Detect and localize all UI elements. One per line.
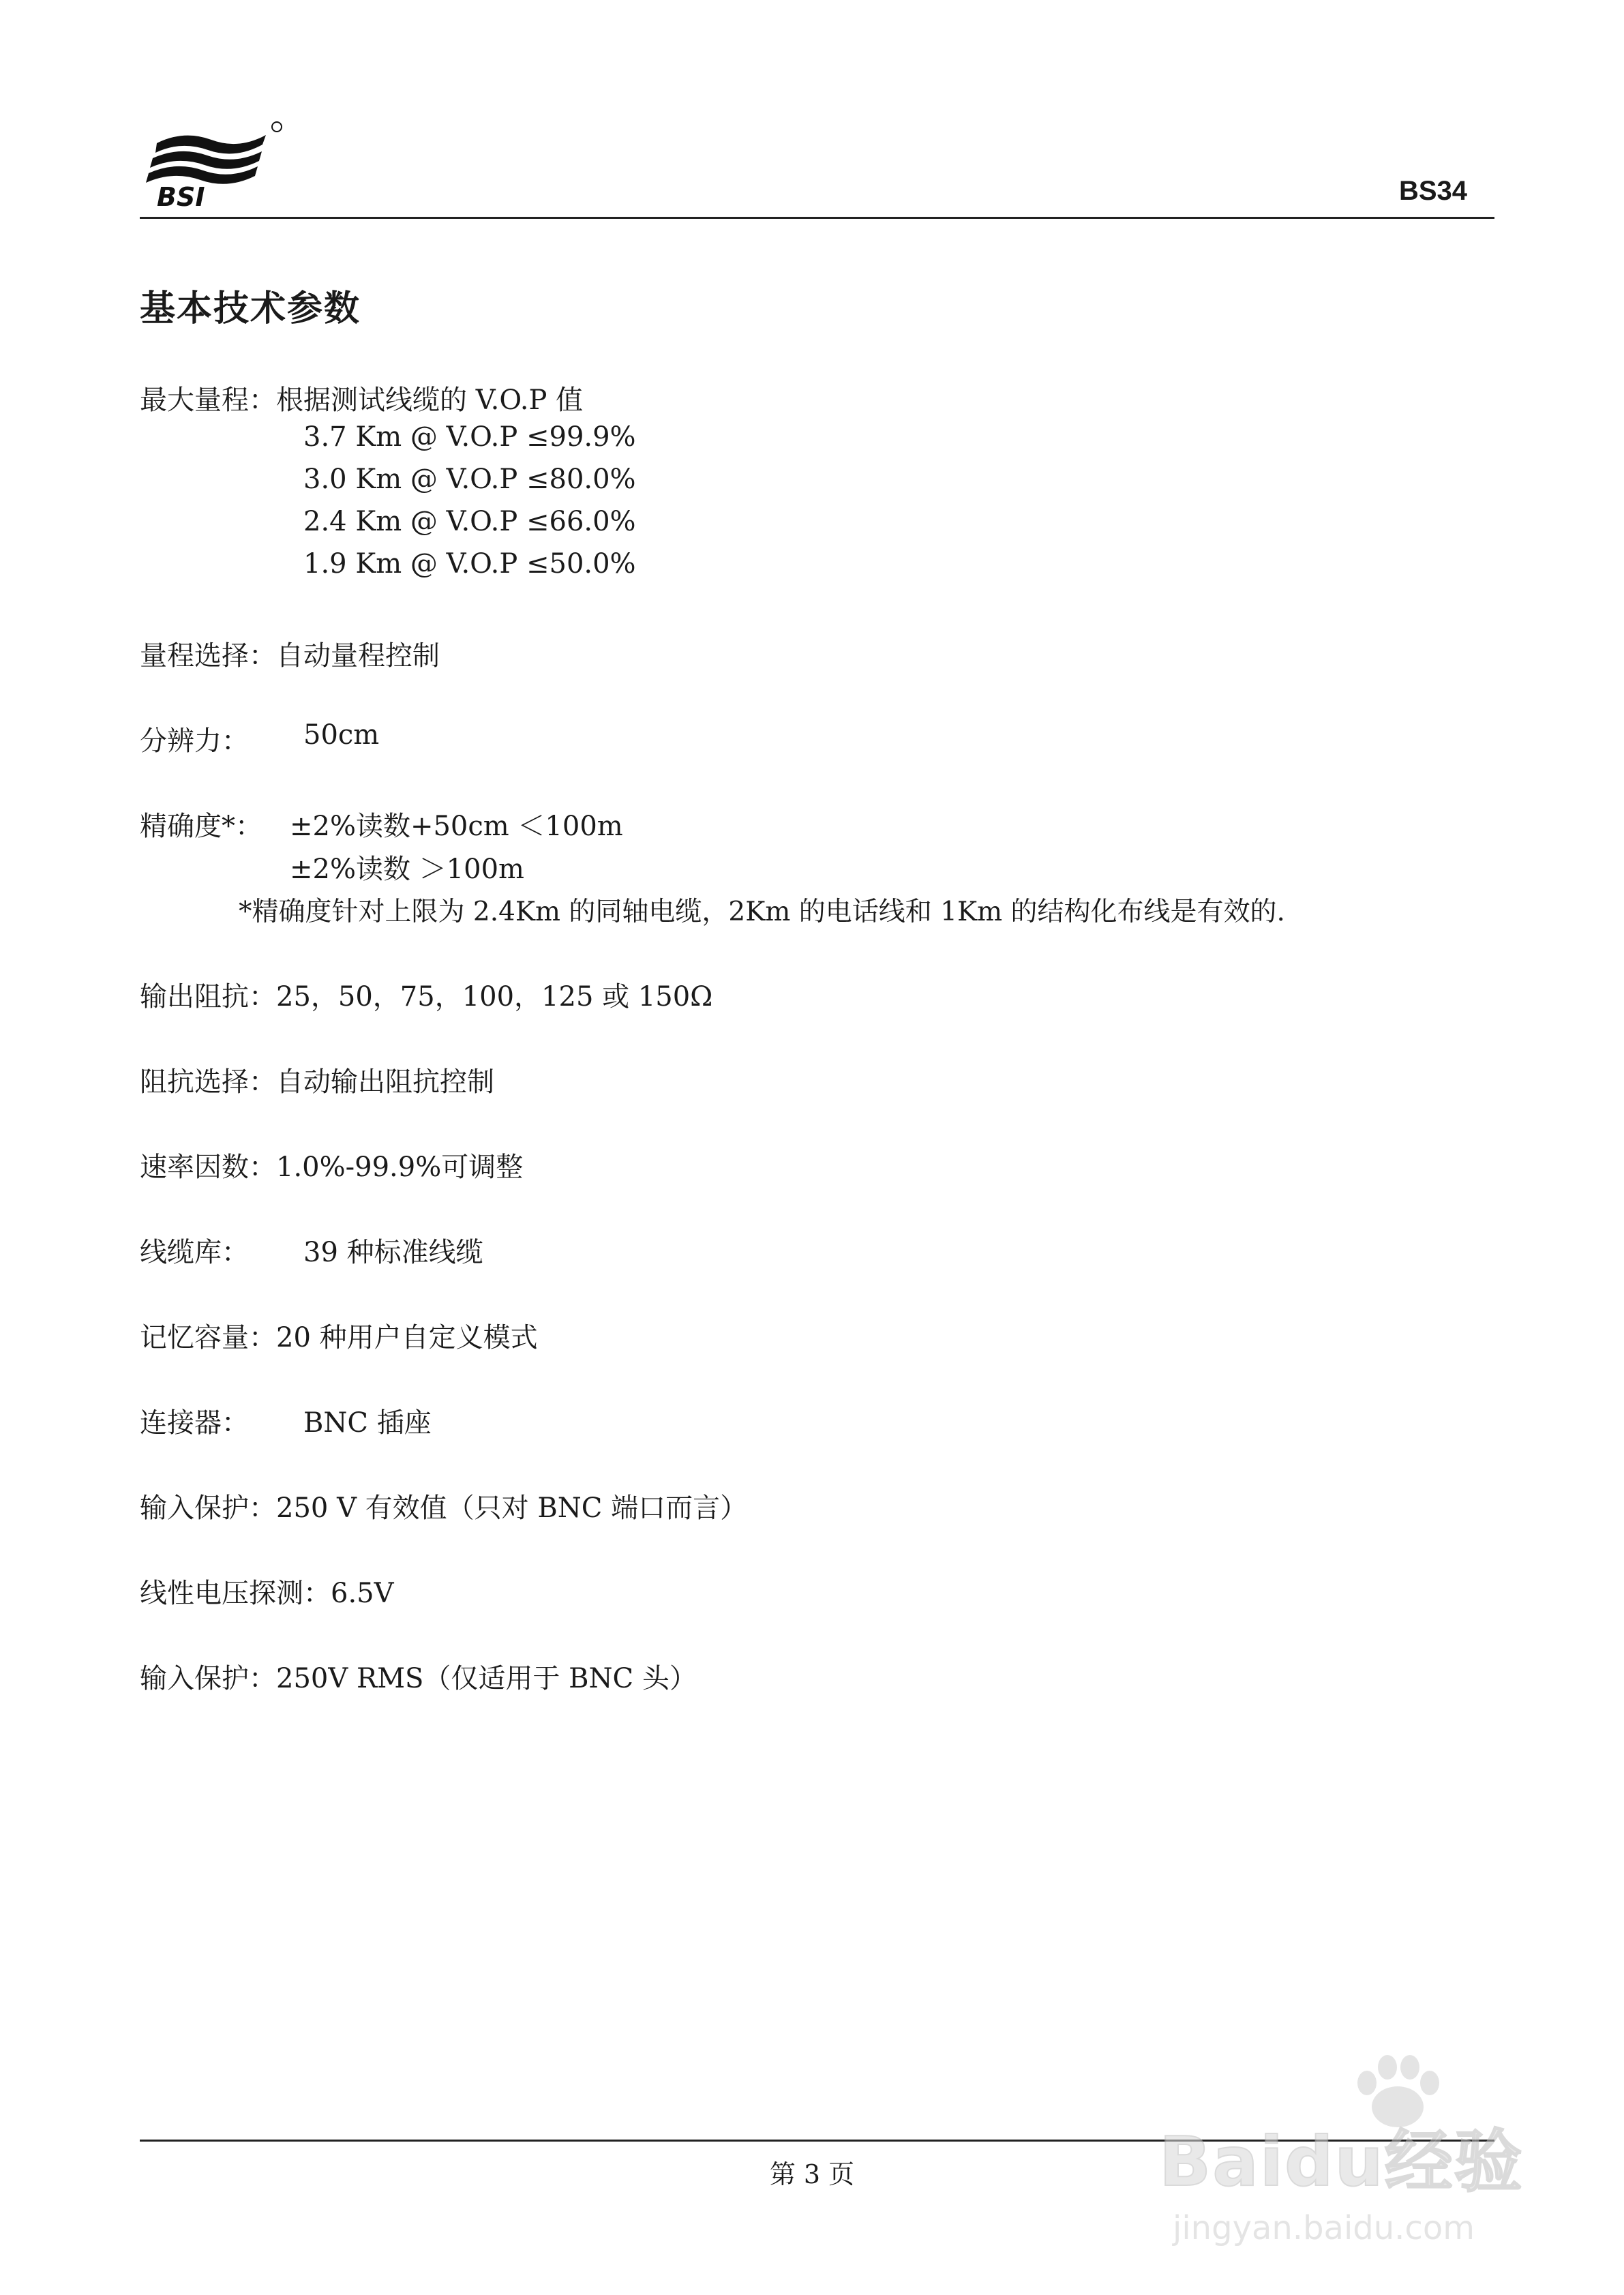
page-title: 基本技术参数 <box>140 288 361 329</box>
spec-connector <box>140 1401 249 1440</box>
spec-value: 自动输出阻抗控制 <box>276 1066 494 1098</box>
header-rule <box>140 217 1494 219</box>
spec-accuracy <box>140 805 262 843</box>
spec-input-protection <box>140 1486 747 1525</box>
spec-input-protection-rms <box>140 1657 697 1696</box>
spec-label: 输出阻抗： <box>140 981 276 1012</box>
page-number: 第 3 页 <box>769 2159 855 2189</box>
spec-cable-library <box>140 1231 249 1270</box>
spec-label: 速率因数： <box>140 1152 276 1183</box>
spec-value: 25，50，75，100，125 或 150Ω <box>276 981 713 1012</box>
spec-range-select <box>140 634 440 673</box>
spec-value: 自动量程控制 <box>276 640 440 672</box>
spec-velocity-factor <box>140 1145 523 1184</box>
spec-label: 阻抗选择： <box>140 1066 276 1098</box>
spec-memory <box>140 1316 538 1355</box>
watermark-url: jingyan.baidu.com <box>1173 2209 1475 2247</box>
range-line-4: 1.9 Km @ V.O.P ≤50.0% <box>303 548 636 580</box>
spec-resolution <box>140 719 249 758</box>
spec-max-range <box>140 378 583 417</box>
baidu-watermark <box>1159 2052 1541 2277</box>
watermark-brand: Baidu经验 <box>1159 2122 1524 2202</box>
bsi-logo <box>136 116 300 211</box>
spec-label: 输入保护： <box>140 1492 276 1524</box>
logo-text: BSI <box>157 182 205 211</box>
spec-line-voltage-detect <box>140 1572 394 1610</box>
range-line-3: 2.4 Km @ V.O.P ≤66.0% <box>303 506 636 537</box>
accuracy-line-2: ±2%读数 ＞100m <box>290 854 524 885</box>
spec-label: 分辨力： <box>140 725 249 757</box>
spec-value: 1.0%-99.9%可调整 <box>276 1152 524 1183</box>
spec-value: 250 V 有效值（只对 BNC 端口而言） <box>276 1492 748 1524</box>
model-number: BS34 <box>1398 176 1467 206</box>
spec-resolution-value: 50cm <box>303 719 380 751</box>
spec-output-impedance <box>140 975 712 1014</box>
spec-label: 量程选择： <box>140 640 276 672</box>
range-line-1: 3.7 Km @ V.O.P ≤99.9% <box>303 421 636 453</box>
spec-value: 250V RMS（仅适用于 BNC 头） <box>276 1663 697 1694</box>
spec-label: 最大量程： <box>140 385 276 416</box>
spec-value: 20 种用户自定义模式 <box>276 1322 538 1353</box>
spec-cable-library-value: 39 种标准线缆 <box>303 1237 483 1268</box>
spec-value: 6.5V <box>331 1578 394 1609</box>
spec-label: 线缆库： <box>140 1237 249 1268</box>
spec-label: 输入保护： <box>140 1663 276 1694</box>
spec-label: 精确度*： <box>140 811 262 842</box>
spec-label: 连接器： <box>140 1407 249 1439</box>
accuracy-line-1: ±2%读数+50cm ＜100m <box>290 811 623 842</box>
spec-connector-value: BNC 插座 <box>303 1407 432 1439</box>
spec-impedance-select <box>140 1060 494 1099</box>
spec-label: 记忆容量： <box>140 1322 276 1353</box>
spec-value: 根据测试线缆的 V.O.P 值 <box>276 385 584 416</box>
range-line-2: 3.0 Km @ V.O.P ≤80.0% <box>303 464 636 495</box>
spec-label: 线性电压探测： <box>140 1578 331 1609</box>
accuracy-note: *精确度针对上限为 2.4Km 的同轴电缆，2Km 的电话线和 1Km 的结构化布线是有效的. <box>239 897 1285 927</box>
